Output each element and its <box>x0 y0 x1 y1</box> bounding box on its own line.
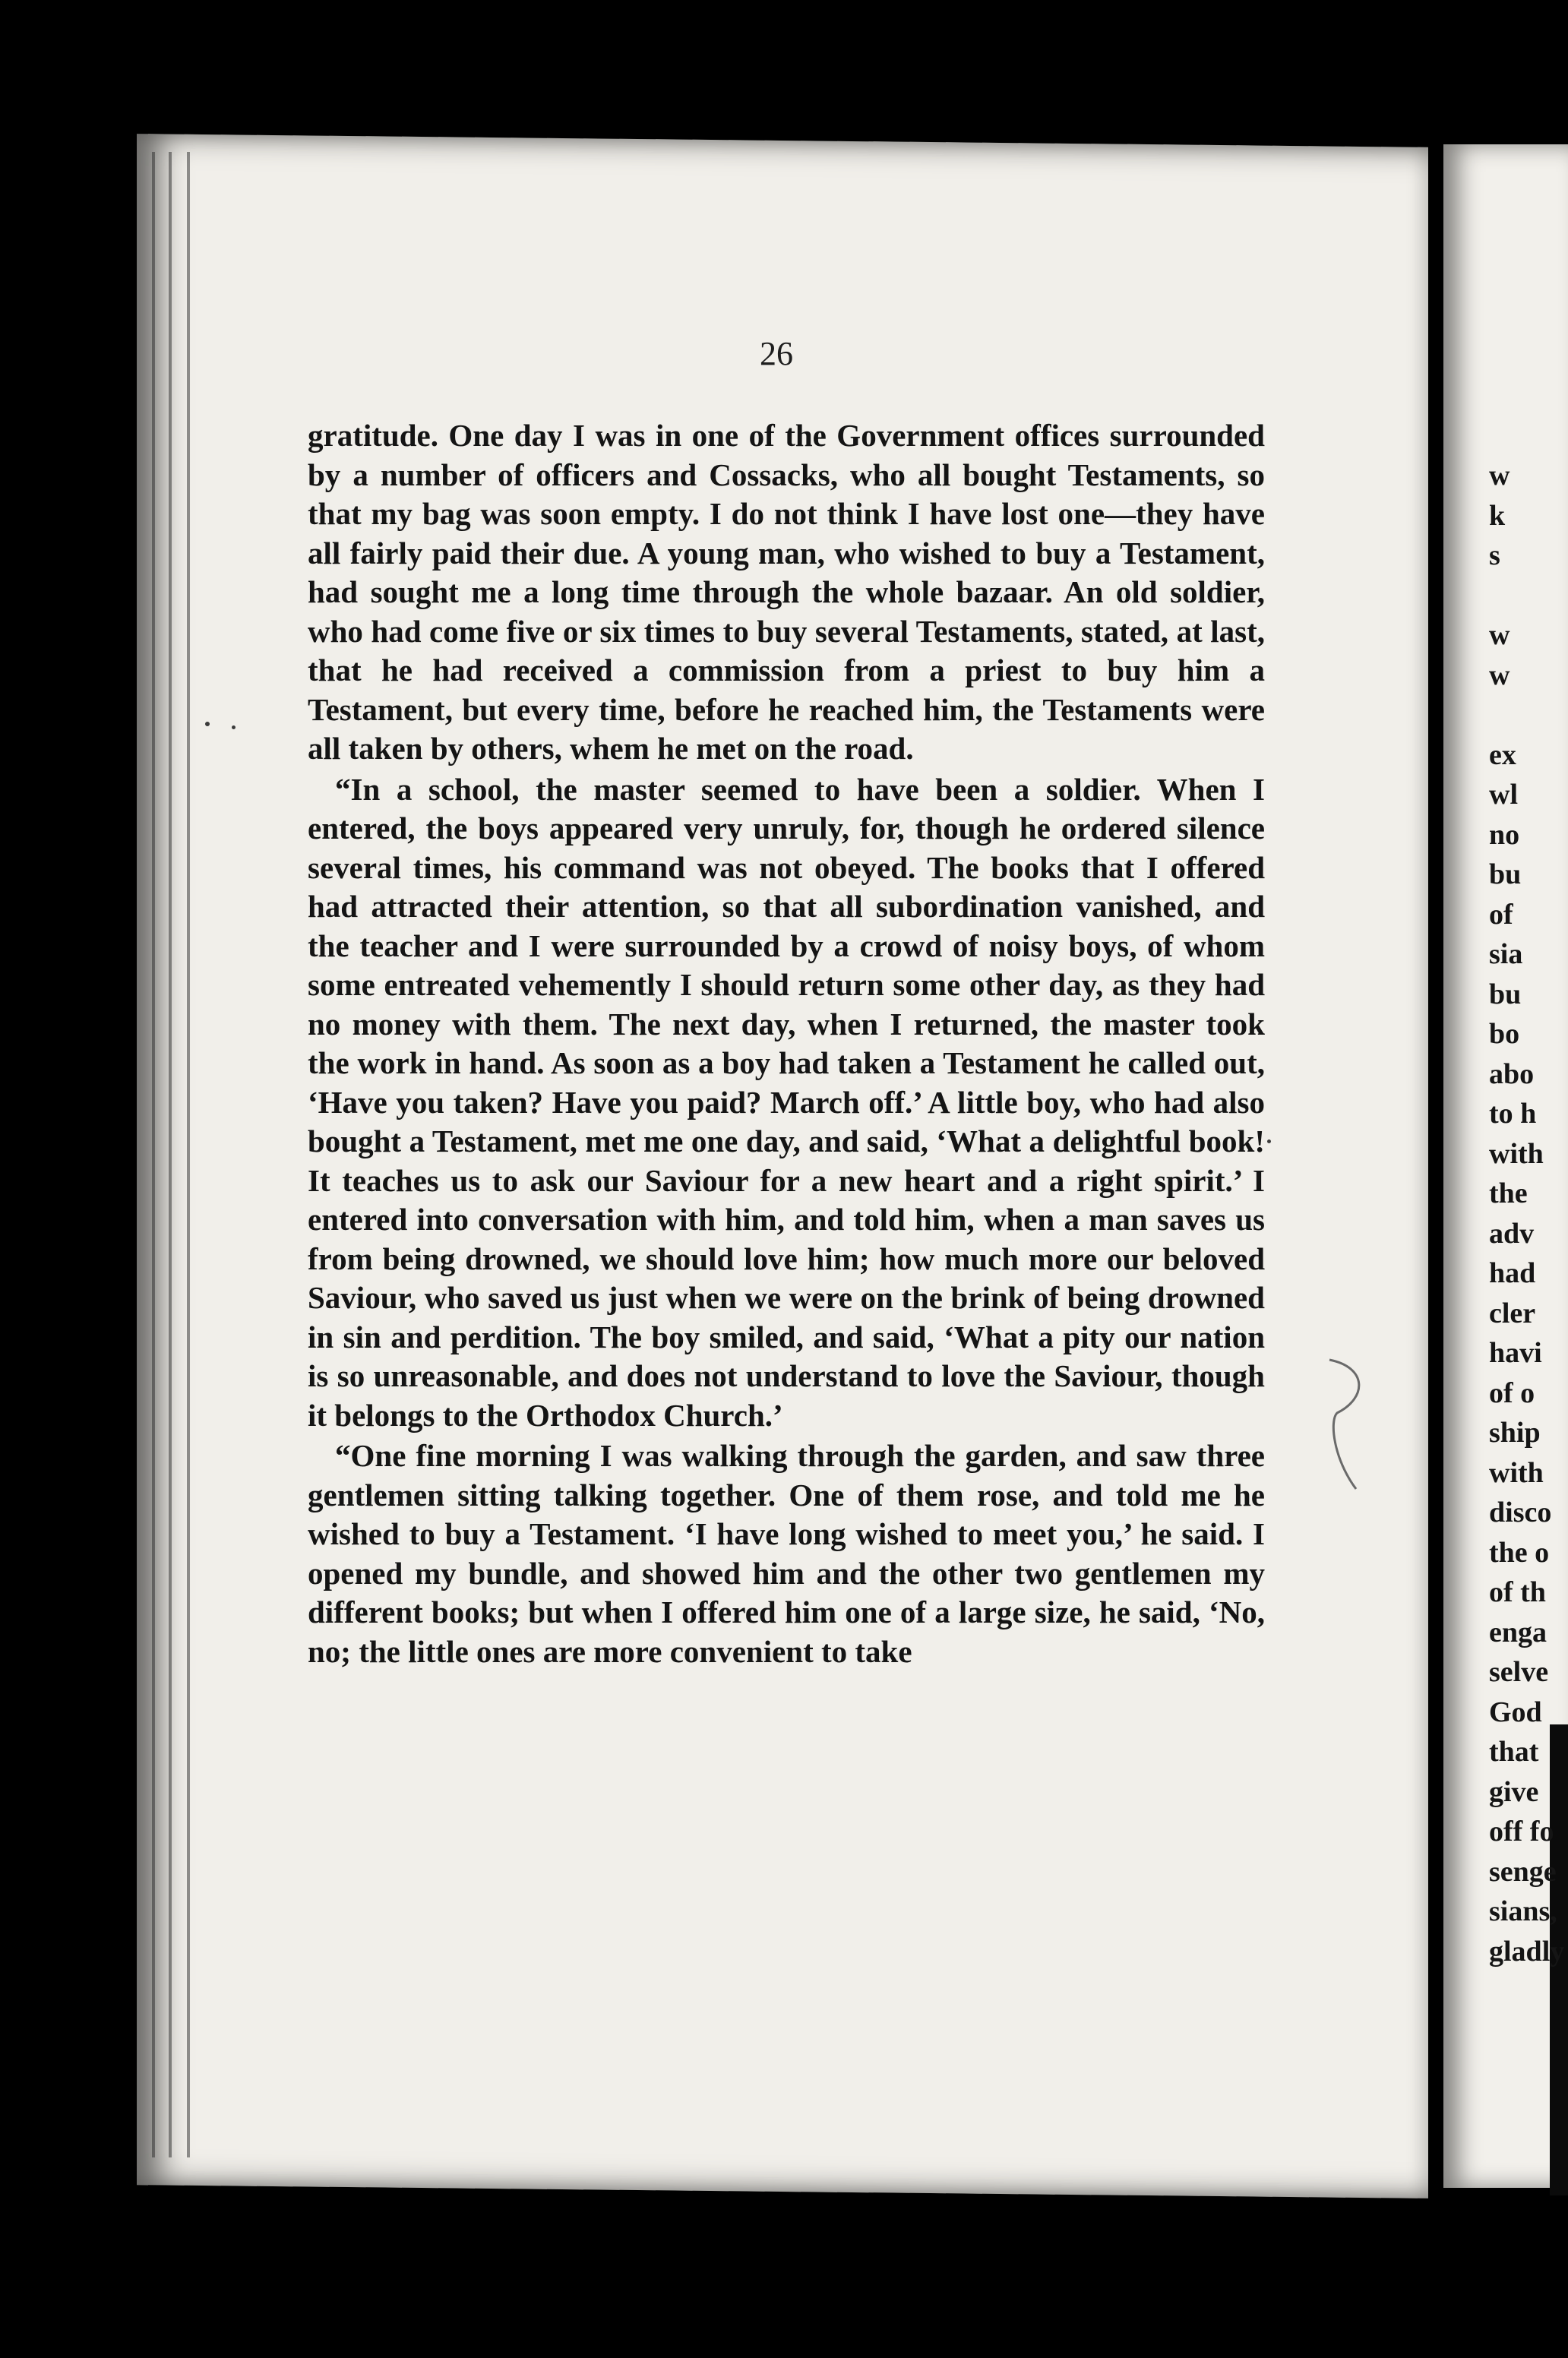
paragraph: “One fine morning I was walking through the garden, and saw three gentlemen sitting talking together. One of them rose, and told me he wished to buy a Testament. ‘I have long wished to meet you,’ he said. I opened my bundle, and showed him and the other two gentlemen my different books; but when I offered him one of a large size, he said, ‘No, no; the little ones are more convenient to take <box>308 1438 1265 1669</box>
page-edge-line <box>187 152 190 2157</box>
facing-page-fragment: give <box>1489 1775 1539 1808</box>
facing-page-fragment: bu <box>1489 978 1522 1010</box>
facing-page-fragment: off fo <box>1489 1816 1554 1848</box>
page-edge-line <box>152 152 155 2157</box>
facing-page-fragment: with <box>1489 1456 1544 1489</box>
facing-page-fragment: selve <box>1489 1656 1549 1688</box>
facing-page-fragment: k <box>1489 499 1506 532</box>
page-body-text <box>308 416 1265 1671</box>
facing-page-fragment: cler <box>1489 1297 1536 1329</box>
facing-page-fragment: w <box>1489 619 1510 651</box>
dust-speck <box>205 722 210 726</box>
facing-page-fragment: disco <box>1489 1497 1552 1528</box>
page-edge-line <box>169 152 172 2157</box>
facing-page-fragment: no <box>1489 818 1520 851</box>
facing-page-fragment: God <box>1489 1696 1542 1728</box>
facing-page-fragment: ship <box>1489 1417 1541 1449</box>
facing-page-fragment <box>1489 576 1568 616</box>
facing-page-fragment: of o <box>1489 1377 1535 1409</box>
dust-speck <box>1267 1139 1271 1143</box>
facing-page-fragment: s <box>1489 539 1500 571</box>
pencil-bracket-mark <box>1314 1352 1383 1497</box>
facing-page-fragment: w <box>1489 460 1510 492</box>
facing-page-fragment: gladly <box>1489 1935 1565 1968</box>
facing-page-fragment: senge <box>1489 1855 1557 1888</box>
facing-page-fragment: havi <box>1489 1337 1542 1369</box>
facing-page-fragment: w <box>1489 659 1510 691</box>
facing-page-fragment: bu <box>1489 858 1522 890</box>
facing-page-text-fragments <box>1489 456 1568 1971</box>
facing-page-fragment: sians, <box>1489 1895 1557 1927</box>
facing-page-fragment: abo <box>1489 1057 1535 1090</box>
facing-page-fragment: to h <box>1489 1098 1537 1130</box>
facing-page-fragment: adv <box>1489 1217 1535 1250</box>
facing-page-fragment: the o <box>1489 1536 1550 1569</box>
facing-page-fragment: bo <box>1489 1018 1520 1050</box>
facing-page-fragment: the <box>1489 1177 1528 1209</box>
facing-page-fragment: enga <box>1489 1616 1547 1648</box>
facing-page-fragment: that <box>1489 1736 1539 1768</box>
page-number: 26 <box>760 335 793 372</box>
facing-page-fragment: had <box>1489 1257 1536 1289</box>
facing-page-fragment: of th <box>1489 1576 1546 1608</box>
paragraph: “In a school, the master seemed to have been a soldier. When I entered, the boys appeared very unruly, for, though he ordered silence several times, his command was not obeyed. The books that I offered had attracted their attention, so that all subordination vanished, and the teacher and I were surrounded by a crowd of noisy boys, of whom some entreated vehemently I should return some other day, as they had no money with them. The next day, when I returned, the master took the work in hand. As soon as a boy had taken a Testament he called out, ‘Have you taken? Have you paid? March off.’ A little boy, who had also bought a Testament, met me one day, and said, ‘What a delightful book! It teaches us to ask our Saviour for a new heart and a right spirit.’ I entered into conversation with him, and told him, when a man saves us from being drowned, we should love him; how much more our beloved Saviour, who saved us just when we were on the brink of being drowned in sin and perdition. The boy smiled, and said, ‘What a pity our nation is so unreasonable, and does not understand to love the Saviour, though it belongs to the Orthodox Church.’ <box>308 771 1265 1433</box>
facing-page-fragment: ex <box>1489 738 1516 771</box>
dust-speck <box>232 725 236 729</box>
facing-page-fragment: sia <box>1489 938 1523 970</box>
facing-page-fragment <box>1489 695 1568 735</box>
paragraph: gratitude. One day I was in one of the Government offices surrounded by a number of officers and Cossacks, who all bought Testaments, so that my bag was soon empty. I do not think I have lost one—they have all fairly paid their due. A young man, who wished to buy a Testament, had sought me a long time through the whole bazaar. An old soldier, who had come five or six times to buy several Testaments, stated, at last, that he had received a commission from a priest to buy him a Testament, but every time, before he reached him, the Testaments were all taken by others, whem he met on the road. <box>308 418 1265 766</box>
facing-page-fragment: of <box>1489 898 1513 931</box>
facing-page-fragment: wl <box>1489 779 1518 811</box>
facing-page-fragment: with <box>1489 1137 1544 1170</box>
